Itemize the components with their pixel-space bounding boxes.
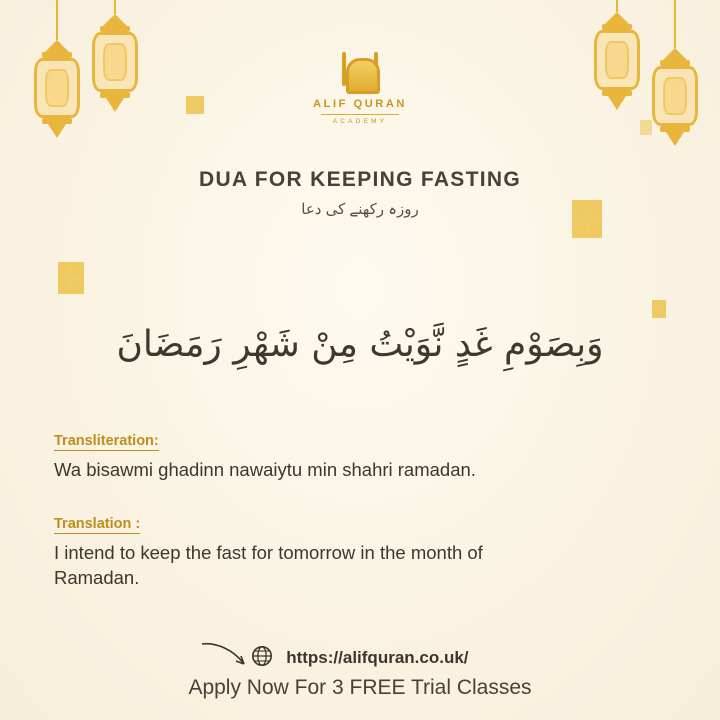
website-url[interactable]: https://alifquran.co.uk/ <box>286 648 469 667</box>
website-line[interactable] <box>0 645 720 672</box>
translation-label: Translation : <box>54 516 141 532</box>
sparkle-icon <box>58 262 84 294</box>
sparkle-icon <box>652 300 666 318</box>
page-title: DUA FOR KEEPING FASTING <box>199 168 521 191</box>
logo-divider <box>321 114 399 115</box>
cta-text: Apply Now For 3 FREE Trial Classes <box>188 676 532 699</box>
globe-icon <box>251 645 273 672</box>
arabic-dua-text: وَبِصَوْمِ غَدٍ نَّوَيْتُ مِنْ شَهْرِ رَمَضَانَ <box>116 324 604 365</box>
brand-logo <box>0 52 720 125</box>
page-title-urdu: روزہ رکھنے کی دعا <box>301 201 419 218</box>
brand-subtitle: ACADEMY <box>332 118 388 125</box>
translation-text: I intend to keep the fast for tomorrow in the month of Ramadan. <box>54 542 483 588</box>
transliteration-text: Wa bisawmi ghadinn nawaiytu min shahri ramadan. <box>54 459 476 480</box>
mosque-logo-icon <box>340 52 380 94</box>
brand-name: ALIF QURAN <box>313 98 407 110</box>
transliteration-label: Transliteration: <box>54 433 159 449</box>
